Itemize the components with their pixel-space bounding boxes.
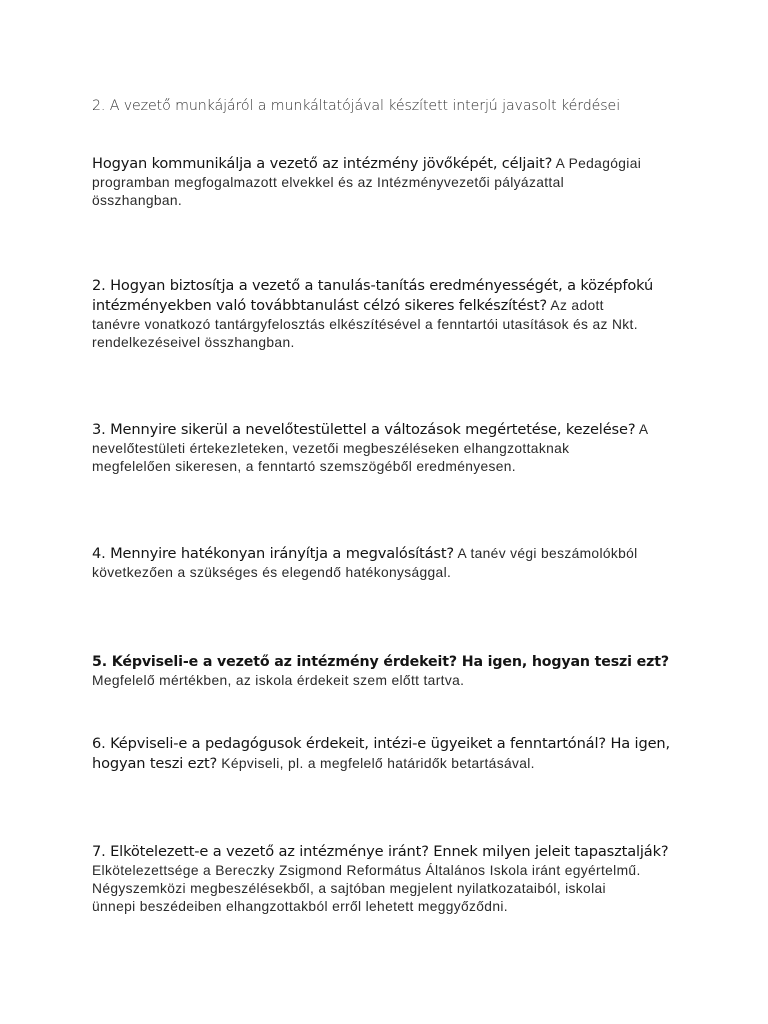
answer-7-line-2: Négyszemközi megbeszélésekből, a sajtóban megjelent nyilatkozataiból, iskolai xyxy=(92,881,606,896)
qa-item-6 xyxy=(92,734,692,774)
answer-4 xyxy=(92,564,692,582)
answer-1 xyxy=(92,174,692,210)
answer-4-inline: A tanév végi beszámolókból xyxy=(454,546,638,561)
question-2-line-2: intézményekben való továbbtanulást célzó sikeres felkészítést? xyxy=(92,297,548,314)
section-heading: 2. A vezető munkájáról a munkáltatójával készített interjú javasolt kérdései xyxy=(92,98,621,114)
question-7 xyxy=(92,842,692,862)
question-4-text: 4. Mennyire hatékonyan irányítja a megvalósítást? xyxy=(92,545,455,562)
answer-7-line-1: Elkötelezettsége a Bereczky Zsigmond Református Általános Iskola iránt egyértelmű. xyxy=(92,863,641,878)
answer-2-line-2: rendelkezéseivel összhangban. xyxy=(92,335,295,350)
question-3-text: 3. Mennyire sikerül a nevelőtestülettel a változások megértetése, kezelése? xyxy=(92,421,636,438)
answer-5-line-1: Megfelelő mértékben, az iskola érdekeit szem előtt tartva. xyxy=(92,673,465,688)
answer-4-line-1: következően a szükséges és elegendő hatékonysággal. xyxy=(92,565,452,580)
question-2-line-1: 2. Hogyan biztosítja a vezető a tanulás-tanítás eredményességét, a középfokú xyxy=(92,277,654,294)
question-4 xyxy=(92,544,692,564)
qa-item-4 xyxy=(92,544,692,582)
answer-2 xyxy=(92,316,692,352)
qa-item-5 xyxy=(92,652,692,690)
answer-6-inline: Képviseli, pl. a megfelelő határidők betartásával. xyxy=(217,756,535,771)
answer-2-line-1: tanévre vonatkozó tantárgyfelosztás elkészítésével a fenntartói utasítások és az Nkt. xyxy=(92,317,638,332)
question-5 xyxy=(92,652,692,672)
question-5-text: 5. Képviseli-e a vezető az intézmény érdekeit? Ha igen, hogyan teszi ezt? xyxy=(92,654,669,670)
answer-1-line-2: összhangban. xyxy=(92,193,183,208)
qa-item-1 xyxy=(92,154,692,210)
answer-5 xyxy=(92,672,692,690)
answer-2-inline: Az adott xyxy=(547,298,604,313)
question-6-line-2: hogyan teszi ezt? xyxy=(92,755,218,772)
answer-7 xyxy=(92,862,692,916)
qa-item-3 xyxy=(92,420,692,476)
answer-1-line-1: programban megfogalmazott elvekkel és az Intézményvezetői pályázattal xyxy=(92,175,565,190)
answer-3 xyxy=(92,440,692,476)
answer-1-inline: A Pedagógiai xyxy=(552,156,642,171)
question-6-line-1: 6. Képviseli-e a pedagógusok érdekeit, intézi-e ügyeiket a fenntartónál? Ha igen, xyxy=(92,735,670,752)
answer-7-line-3: ünnepi beszédeiben elhangzottakból erről lehetett meggyőződni. xyxy=(92,899,508,914)
question-2 xyxy=(92,276,692,316)
qa-item-7 xyxy=(92,842,692,916)
question-1-text: Hogyan kommunikálja a vezető az intézmény jövőképét, céljait? xyxy=(92,155,553,172)
answer-3-inline: A xyxy=(635,422,649,437)
qa-item-2 xyxy=(92,276,692,352)
answer-3-line-2: megfelelően sikeresen, a fenntartó szemszögéből eredményesen. xyxy=(92,459,516,474)
question-6 xyxy=(92,734,692,774)
answer-3-line-1: nevelőtestületi értekezleteken, vezetői megbeszéléseken elhangzottaknak xyxy=(92,441,570,456)
question-3 xyxy=(92,420,692,440)
question-1 xyxy=(92,154,692,174)
question-7-text: 7. Elkötelezett-e a vezető az intézménye iránt? Ennek milyen jeleit tapasztalják? xyxy=(92,843,669,860)
